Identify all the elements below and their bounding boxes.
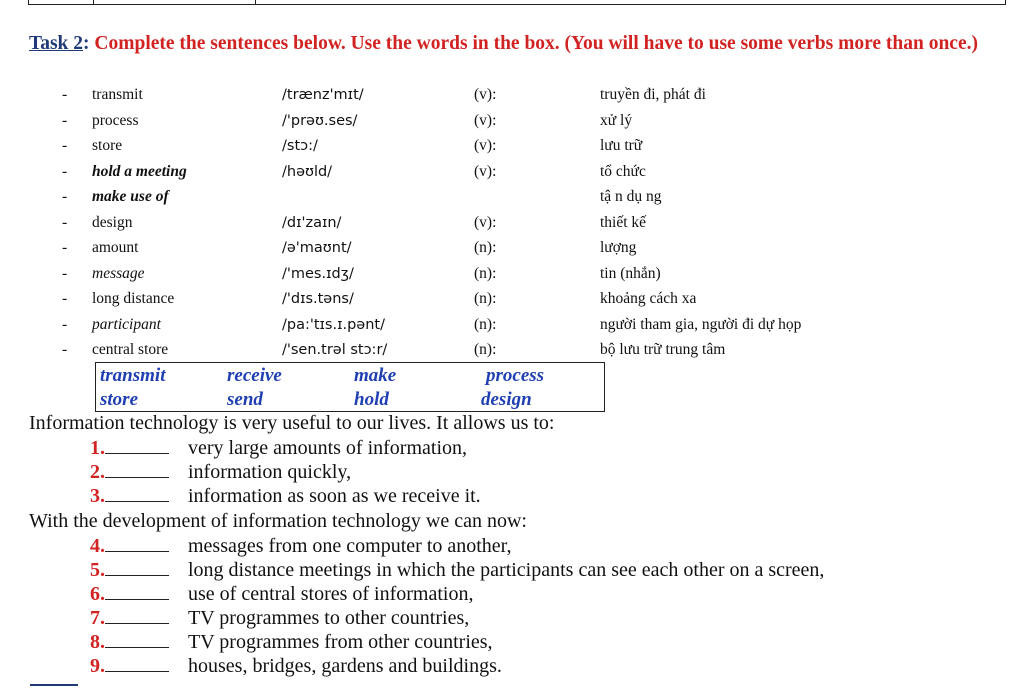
vocab-dash: - bbox=[62, 239, 68, 256]
question-text: information as soon as we receive it. bbox=[188, 485, 481, 507]
vocab-part-of-speech: (v): bbox=[474, 111, 497, 129]
task-label: Task 2 bbox=[29, 33, 84, 54]
task-colon: : bbox=[83, 33, 90, 54]
question-row bbox=[90, 606, 470, 630]
vocab-word: message bbox=[92, 264, 145, 282]
vocab-word: design bbox=[92, 213, 133, 231]
word-box bbox=[95, 362, 605, 412]
question-number: 5. bbox=[90, 559, 105, 581]
answer-blank[interactable] bbox=[105, 460, 169, 478]
vocab-pronunciation: /'mes.ɪdʒ/ bbox=[282, 265, 354, 282]
question-text: TV programmes from other countries, bbox=[188, 631, 493, 653]
question-number: 3. bbox=[90, 485, 105, 507]
vocab-dash: - bbox=[62, 111, 68, 129]
vocab-part-of-speech: (v): bbox=[474, 86, 497, 103]
box-word: receive bbox=[227, 365, 282, 386]
answer-blank[interactable] bbox=[105, 534, 169, 552]
vocab-word: participant bbox=[92, 315, 161, 333]
box-word: hold bbox=[354, 389, 389, 410]
table-divider bbox=[255, 0, 256, 4]
vocab-meaning: tậ n dụ ng bbox=[600, 188, 662, 205]
intro-paragraph-1: Information technology is very useful to our lives. It allows us to: bbox=[29, 412, 555, 434]
vocab-word: amount bbox=[92, 239, 139, 256]
vocab-pronunciation: /'prəʊ.ses/ bbox=[282, 112, 358, 129]
vocab-meaning: truyền đi, phát đi bbox=[600, 86, 706, 103]
vocab-dash: - bbox=[62, 315, 68, 333]
task-instruction: Complete the sentences below. Use the words in the box. (You will have to use some verbs more than once.) bbox=[94, 33, 978, 54]
question-number: 7. bbox=[90, 607, 105, 629]
question-text: long distance meetings in which the participants can see each other on a screen, bbox=[188, 559, 825, 581]
vocab-meaning: tổ chức bbox=[600, 162, 646, 180]
vocab-pronunciation: /dɪ'zaɪn/ bbox=[282, 214, 342, 231]
vocab-word: hold a meeting bbox=[92, 162, 187, 180]
vocab-dash: - bbox=[62, 290, 68, 307]
box-word: transmit bbox=[100, 365, 166, 386]
vocab-word: long distance bbox=[92, 290, 175, 307]
vocab-dash: - bbox=[62, 137, 68, 154]
task-heading bbox=[29, 31, 1004, 56]
answer-blank[interactable] bbox=[105, 606, 169, 624]
vocab-part-of-speech: (n): bbox=[474, 290, 497, 307]
vocab-part-of-speech: (v): bbox=[474, 137, 497, 154]
question-row bbox=[90, 558, 825, 582]
vocab-pronunciation: /'sen.trəl stɔ:r/ bbox=[282, 342, 388, 358]
question-row bbox=[90, 582, 474, 606]
vocab-part-of-speech: (v): bbox=[474, 162, 497, 180]
vocab-pronunciation: /stɔ:/ bbox=[282, 138, 318, 154]
table-divider bbox=[93, 0, 94, 4]
question-number: 2. bbox=[90, 461, 105, 483]
vocab-word: central store bbox=[92, 341, 169, 358]
vocab-meaning: lượng bbox=[600, 239, 637, 256]
vocab-meaning: xử lý bbox=[600, 111, 633, 129]
vocab-meaning: lưu trữ bbox=[600, 137, 643, 154]
vocab-word: make use of bbox=[92, 188, 169, 205]
vocab-part-of-speech: (n): bbox=[474, 341, 497, 358]
vocab-part-of-speech: (v): bbox=[474, 213, 497, 231]
vocab-part-of-speech: (n): bbox=[474, 315, 497, 333]
question-row bbox=[90, 484, 481, 508]
vocab-dash: - bbox=[62, 162, 68, 180]
question-number: 6. bbox=[90, 583, 105, 605]
question-text: TV programmes to other countries, bbox=[188, 607, 470, 629]
question-row bbox=[90, 436, 468, 460]
top-table-border bbox=[28, 0, 1006, 5]
question-number: 9. bbox=[90, 655, 105, 677]
vocab-pronunciation: /pa:'tɪs.ɪ.pənt/ bbox=[282, 316, 385, 333]
vocab-dash: - bbox=[62, 188, 68, 205]
vocab-meaning: khoảng cách xa bbox=[600, 290, 697, 307]
box-word: process bbox=[486, 365, 545, 386]
vocab-dash: - bbox=[62, 264, 68, 282]
vocab-pronunciation: /trænz'mɪt/ bbox=[282, 87, 364, 103]
vocab-meaning: bộ lưu trữ trung tâm bbox=[600, 341, 726, 358]
vocab-pronunciation: /həʊld/ bbox=[282, 163, 333, 180]
vocab-dash: - bbox=[62, 213, 68, 231]
vocab-part-of-speech: (n): bbox=[474, 264, 497, 282]
intro-paragraph-2: With the development of information technology we can now: bbox=[29, 510, 527, 532]
box-word: design bbox=[481, 389, 532, 410]
question-row bbox=[90, 460, 352, 484]
question-number: 1. bbox=[90, 437, 105, 459]
vocab-meaning: người tham gia, người đi dự họp bbox=[600, 315, 802, 333]
answer-blank[interactable] bbox=[105, 582, 169, 600]
vocab-word: process bbox=[92, 111, 139, 129]
vocab-pronunciation: /'dɪs.təns/ bbox=[282, 291, 354, 307]
box-word: send bbox=[227, 389, 263, 410]
next-task-fragment bbox=[30, 684, 78, 686]
question-text: use of central stores of information, bbox=[188, 583, 474, 605]
question-text: houses, bridges, gardens and buildings. bbox=[188, 655, 502, 677]
vocab-word: store bbox=[92, 137, 123, 154]
question-number: 8. bbox=[90, 631, 105, 653]
answer-blank[interactable] bbox=[105, 436, 169, 454]
question-row bbox=[90, 654, 502, 678]
vocab-part-of-speech: (n): bbox=[474, 239, 497, 256]
answer-blank[interactable] bbox=[105, 654, 169, 672]
vocab-pronunciation: /ə'maʊnt/ bbox=[282, 240, 352, 256]
vocab-dash: - bbox=[62, 86, 68, 103]
question-text: messages from one computer to another, bbox=[188, 535, 512, 557]
answer-blank[interactable] bbox=[105, 484, 169, 502]
answer-blank[interactable] bbox=[105, 630, 169, 648]
question-text: very large amounts of information, bbox=[188, 437, 468, 459]
question-text: information quickly, bbox=[188, 461, 352, 483]
vocab-word: transmit bbox=[92, 86, 143, 103]
vocab-dash: - bbox=[62, 341, 68, 358]
vocab-meaning: thiết kế bbox=[600, 213, 647, 231]
question-row bbox=[90, 534, 512, 558]
vocab-meaning: tin (nhắn) bbox=[600, 264, 661, 282]
answer-blank[interactable] bbox=[105, 558, 169, 576]
box-word: make bbox=[354, 365, 397, 386]
question-number: 4. bbox=[90, 535, 105, 557]
box-word: store bbox=[100, 389, 138, 410]
question-row bbox=[90, 630, 493, 654]
